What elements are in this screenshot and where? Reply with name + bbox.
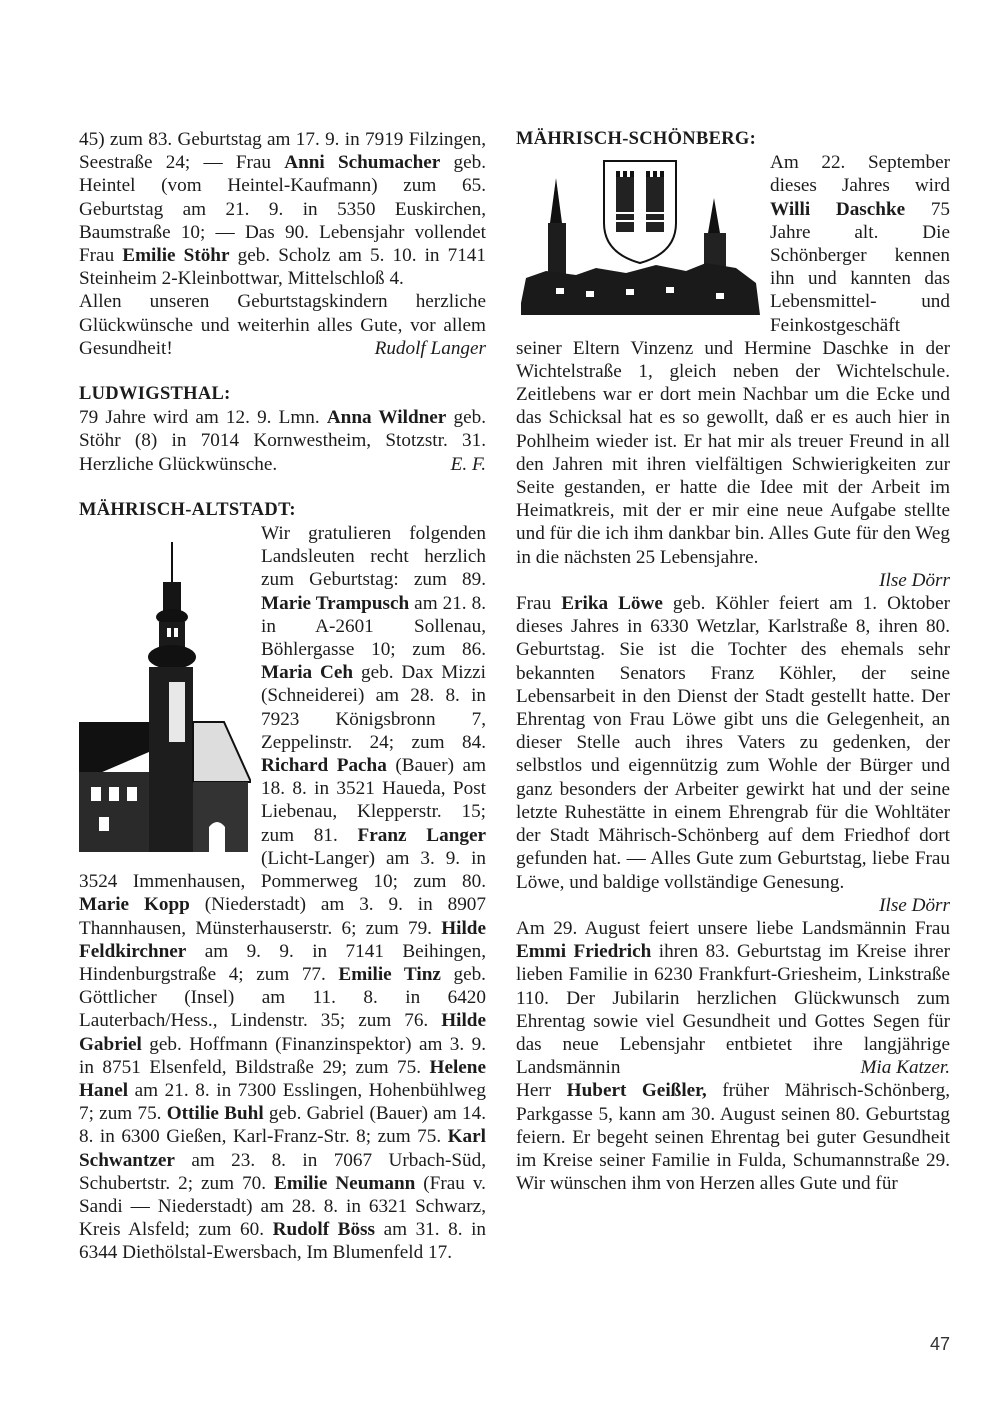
daschke-signature: Ilse Dörr	[879, 569, 950, 591]
person-name: Emmi Friedrich	[516, 941, 652, 963]
person-name: Hubert Geißler,	[566, 1080, 707, 1102]
town-skyline-illustration	[516, 153, 764, 321]
person-name: Marie Kopp	[79, 894, 190, 916]
person-name: Anni Schumacher	[284, 152, 441, 174]
left-column	[79, 128, 486, 1265]
person-name: Franz Langer	[357, 824, 486, 846]
loewe-paragraph: Frau Erika Löwe geb. Köhler feiert am 1. Oktober dieses Jahres in 6330 Wetzlar, Karlstraße 8, ihren 80. Geburtstag. Sie ist die Tochter des ehemals sehr bekannten Senators Franz Köhler, der seine Lebensarbeit in den Dienst der Stadt gestellt hatte. Der Ehrentag von Frau Löwe gibt uns die Gelegenheit, an dieser Stelle auch ihres Vaters zu gedenken, der selbstlos und eigennützig zum Wohle der Bürger und ganz besonders der Arbeiter gewirkt hat und der seine letzte Ruhestätte in einem Ehrengrab für die Wohltäter der Stadt Mährisch-Schönberg auf dem Friedhof dort gefunden hat. — Alles Gute zum Geburtstag, liebe Frau Löwe, und baldige vollständige Genesung.	[516, 593, 950, 893]
person-name: Hilde Feldkirchner	[79, 917, 486, 962]
person-name: Karl Schwantzer	[79, 1126, 486, 1171]
person-name: Hilde Gabriel	[79, 1010, 486, 1055]
person-name: Erika Löwe	[561, 593, 663, 615]
loewe-signature: Ilse Dörr	[879, 894, 950, 916]
person-name: Marie Trampusch	[261, 592, 410, 614]
maehrisch-altstadt-paragraph: Wir gratulieren folgenden Landsleuten recht herzlich zum Geburtstag: zum 89. Marie Trampusch am 21. 8. in A-2601 Sollenau, Böhlergasse 10; zum 86. Maria Ceh geb. Dax Mizzi (Schneiderei) am 28. 8. in 7923 Königsbronn 7, Zeppelinstr. 24; zum 84. Richard Pacha (Bauer) am 18. 8. in 3521 Haueda, Post Liebenau, Klepperstr. 15; zum 81. Franz Langer (Licht-Langer) am 3. 9. in 3524 Immenhausen, Pommerweg 10; zum 80. Marie Kopp (Niederstadt) am 3. 9. in 8907 Thannhausen, Münsterhauserstr. 6; zum 79. Hilde Feldkirchner am 9. 9. in 7141 Beihingen, Hindenburgstraße 4; zum 77. Emilie Tinz geb. Göttlicher (Insel) am 11. 8. in 6420 Lauterbach/Hess., Lindenstr. 35; zum 76. Hilde Gabriel geb. Hoffmann (Finanzinspektor) am 3. 9. in 8751 Elsenfeld, Bildstraße 29; zum 75. Helene Hanel am 21. 8. in 7300 Esslingen, Hohenbühlweg 7; zum 75. Ottilie Buhl geb. Gabriel (Bauer) am 14. 8. in 6300 Gießen, Karl-Franz-Str. 8; zum 75. Karl Schwantzer am 23. 8. in 7067 Urbach-Süd, Schubertstr. 2; zum 70. Emilie Neumann (Frau v. Sandi — Niederstadt) am 28. 8. in 6321 Schwarz, Kreis Alsfeld; zum 60. Rudolf Böss am 31. 8. in 6344 Diethölstal-Ewersbach, Im Blumenfeld 17.	[79, 523, 487, 1264]
person-name: Emilie Neumann	[274, 1172, 416, 1194]
geissler-paragraph: Herr Hubert Geißler, früher Mährisch-Schönberg, Parkgasse 5, kann am 30. August seinen 80. Geburtstag feiern. Er begeht seinen Ehrentag bei guter Gesundheit im Kreise seiner Familie in Fulda, Schumannstraße 29. Wir wünschen ihm von Herzen alles Gute und für	[516, 1080, 950, 1195]
closing-paragraph: Allen unseren Geburtstagskindern herzliche Glückwünsche und weiterhin alles Gute, vor allem Gesundheit! Rudolf Langer	[79, 291, 486, 359]
closing-signature: Rudolf Langer	[374, 337, 486, 359]
person-name: Willi Daschke	[770, 198, 906, 220]
page-number: 47	[930, 1334, 951, 1354]
friedrich-signature: Mia Katzer.	[860, 1057, 950, 1079]
person-name: Helene Hanel	[79, 1056, 486, 1101]
section-heading-maehrisch-altstadt: MÄHRISCH-ALTSTADT:	[79, 499, 296, 520]
person-name: Anna Wildner	[326, 407, 447, 429]
ludwigsthal-signature: E. F.	[450, 453, 486, 475]
person-name: Richard Pacha	[261, 755, 387, 777]
friedrich-paragraph: Am 29. August feiert unsere liebe Landsmännin Frau Emmi Friedrich ihren 83. Geburtstag im Kreise ihrer lieben Familie in 6230 Frankfurt-Griesheim, Linkstraße 110. Der Jubilarin herzlichen Glückwunsch zum Ehrentag sowie viel Gesundheit und Gottes Segen für das neue Lebensjahr entbietet ihre langjährige Landsmännin Mia Katzer.	[516, 917, 950, 1079]
person-name: Ottilie Buhl	[166, 1103, 264, 1125]
section-heading-maehrisch-schoenberg: MÄHRISCH-SCHÖNBERG:	[516, 129, 757, 149]
person-name: Emilie Stöhr	[122, 245, 230, 267]
person-name: Maria Ceh	[261, 662, 354, 684]
section-heading-ludwigsthal: LUDWIGSTHAL:	[79, 384, 231, 405]
intro-paragraph: 45) zum 83. Geburtstag am 17. 9. in 7919 Filzingen, Seestraße 24; — Frau Anni Schumacher geb. Heintel (vom Heintel-Kaufmann) zum 65. Geburtstag am 21. 9. in 5350 Euskirchen, Baumstraße 10; — Das 90. Lebensjahr vollendet Frau Emilie Stöhr geb. Scholz am 5. 10. in 7141 Steinheim 2-Kleinbottwar, Mittelschloß 4.	[79, 129, 486, 290]
daschke-paragraph: Am 22. September dieses Jahres wird Willi Daschke 75 Jahre alt. Die Schönberger kennen ihn und kannten das Lebensmittel- und Feinkostgeschäft seiner Eltern Vinzenz und Hermine Daschke in der Wichtelstraße 1, gleich neben der Wichtelschule. Zeitlebens war er dort mein Nachbar um die Ecke und das Schicksal hat es so gewollt, daß er es auch hier in Pohlheim wieder ist. Er hat mir als treuer Freund in all den Jahren mit ihren vielfältigen Schwierigkeiten zur Seite gestanden, er hatte die Idee mit der Arbeit im Heimatkreis, mit der er mir eine neue Aufgabe stellte und für die ich ihm dankbar bin. Alles Gute für den Weg in die nächsten 25 Lebensjahre.	[516, 152, 950, 568]
right-column	[516, 128, 950, 1195]
person-name: Rudolf Böss	[272, 1219, 375, 1241]
ludwigsthal-paragraph: 79 Jahre wird am 12. 9. Lmn. Anna Wildner geb. Stöhr (8) in 7014 Kornwestheim, Stotzstr. 31. Herzliche Glückwünsche. E. F.	[79, 407, 486, 475]
person-name: Emilie Tinz	[338, 963, 441, 985]
town-hall-illustration	[79, 522, 251, 854]
